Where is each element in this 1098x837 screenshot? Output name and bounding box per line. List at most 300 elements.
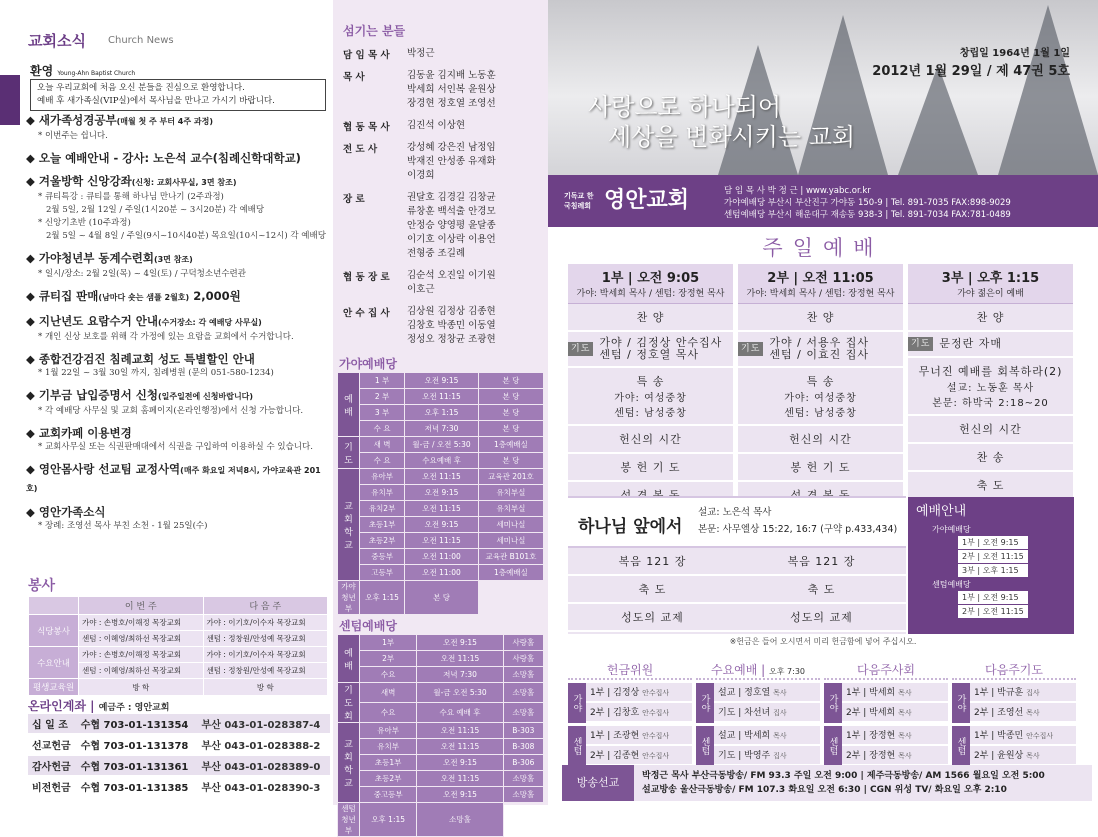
duty-name: 1부 | 박규훈: [974, 688, 1024, 698]
duty-title: [952, 661, 1076, 680]
staff-row: [343, 191, 542, 261]
centum-row: [338, 739, 544, 755]
centum-row: [338, 635, 544, 651]
duty-entry: [714, 746, 820, 766]
prayer-badge: 기도: [908, 337, 933, 351]
duty-sub: 오후 7:30: [769, 667, 805, 676]
prayer-badge: 기도: [738, 342, 763, 356]
gaya-row: [338, 549, 544, 565]
gaya-cell: 오전 9:15: [405, 373, 479, 389]
duty-title: [568, 661, 692, 680]
staff-names: [407, 69, 496, 111]
centum-cell: 사랑홀: [503, 635, 543, 651]
service-cell: 가야 : 이기호/이수자 목장교회: [203, 647, 328, 663]
gaya-cell: 본 당: [478, 405, 543, 421]
service-head: [908, 264, 1073, 304]
special-detail: 센텀: 남성중창: [784, 408, 857, 419]
duty-group-label: 센텀: [568, 726, 586, 766]
service-cell: 가야 : 손병호/이해정 목장교회: [79, 647, 204, 663]
duty-group-label: 가야: [696, 683, 714, 723]
news-item-heading: [26, 504, 328, 520]
news-item-heading: [26, 425, 328, 441]
news-item: [26, 313, 328, 344]
staff-row: [343, 69, 542, 111]
duty-role: 안수집사: [642, 752, 670, 760]
centum-cell: 오전 11:15: [417, 739, 503, 755]
welcome-section: [30, 62, 326, 111]
gaya-cell: 1층예배실: [478, 437, 543, 453]
welcome-box: 오늘 우리교회에 처음 오신 분들을 진심으로 환영합니다. 예배 후 새가족실(VIP실)에서 목사님을 만나고 가시기 바랍니다.: [30, 79, 326, 111]
centum-cell: 소망홀: [503, 703, 543, 723]
news-item-title: ◆ 새가족성경공부: [26, 113, 117, 127]
gaya-cell: 2 부: [360, 389, 405, 405]
duty-group: [568, 726, 692, 766]
account-row: [28, 776, 330, 797]
sermon-preacher: 설교: 노은석 목사: [698, 507, 772, 518]
news-item-title: ◆ 영안가족소식: [26, 505, 106, 519]
centum-cell: 새벽: [360, 683, 417, 703]
news-item: [26, 288, 328, 306]
duty-role: 목사: [773, 689, 787, 697]
service-row: 찬 양: [908, 304, 1073, 332]
staff-names: [407, 47, 435, 61]
gaya-row: [338, 533, 544, 549]
staff-name-line: 권달호 김경길 김창균: [407, 192, 496, 203]
account-cell: 십 일 조: [28, 714, 77, 734]
news-item-note: (매주 화요일 저녁8시, 가야교육관 201호): [26, 466, 321, 493]
staff-column: [333, 0, 548, 835]
welcome-title: 환영 Young-Ahn Baptist Church: [30, 64, 136, 78]
staff-names: [407, 191, 496, 261]
gaya-cell: 1 부: [360, 373, 405, 389]
gaya-row: [338, 565, 544, 581]
centum-cell: 초등2부: [360, 771, 417, 787]
gaya-row: [338, 437, 544, 453]
special-row: [568, 368, 733, 426]
duty-group: [952, 683, 1076, 723]
duty-role: 목사: [898, 752, 912, 760]
gaya-cell: 고등부: [360, 565, 405, 581]
staff-role: 목 사: [343, 72, 365, 83]
duty-entry: [842, 726, 948, 746]
side-ribbon: [0, 75, 20, 125]
service-cell: 방 학: [79, 679, 204, 696]
offering-note: ※헌금은 들어 오시면서 미리 헌금함에 넣어 주십시오.: [729, 637, 917, 646]
centum-cell: 오전 9:15: [417, 755, 503, 771]
duty-role: 집사: [1026, 689, 1040, 697]
news-item-title: ◆ 영안몸사랑 선교팀 교정사역: [26, 462, 181, 476]
service-name: 3부 | 오후 1:15: [941, 271, 1040, 286]
account-cell: 부산 043-01-028389-0: [198, 755, 330, 776]
duty-role: 목사: [898, 732, 912, 740]
news-item: [26, 461, 328, 497]
duty-name: 2부 | 김창호: [590, 708, 640, 718]
service-3: [908, 264, 1073, 536]
news-column: [0, 0, 333, 805]
prayer-name: 가야 / 김정상 안수집사: [599, 336, 723, 349]
news-item-note: (매월 첫 주 부터 4주 과정): [116, 117, 213, 126]
gaya-cell: 세미나실: [478, 517, 543, 533]
service-lead: 가야: 박세희 목사 / 센텀: 장정현 목사: [746, 289, 895, 299]
centum-cell: 소망홀: [503, 683, 543, 703]
service-head: 다 음 주: [203, 597, 328, 615]
centum-cell: 2부: [360, 651, 417, 667]
special-detail: 본문: 하박국 2:18~20: [932, 398, 1049, 409]
centum-cell: 수요 예배 후: [417, 703, 503, 723]
online-account-section: [28, 697, 330, 798]
news-item-detail: * 개인 신상 보호를 위해 각 가정에 있는 요람을 교회에서 수거합니다.: [38, 332, 294, 342]
service-title: 봉사: [28, 578, 56, 594]
news-item-detail: * 신앙기초반 (10주과정): [38, 218, 131, 228]
service-head: [568, 264, 733, 304]
duty-entry: [714, 726, 820, 746]
news-item-title: ◆ 가야청년부 동계수련회: [26, 251, 154, 265]
duty-group-label: 가야: [568, 683, 586, 723]
gaya-title: 가야예배당: [339, 357, 397, 371]
news-item-detail: * 교회사무실 또는 식권판매대에서 식권을 구입하여 이용하실 수 있습니다.: [38, 442, 313, 452]
gaya-cell: 본 당: [478, 373, 543, 389]
duty-group-label: 센텀: [696, 726, 714, 766]
news-item-note: (일주일전에 신청바랍니다): [157, 392, 254, 401]
news-item-heading: [26, 250, 328, 268]
duty-role: 목사: [898, 689, 912, 697]
church-contact: 담 임 목 사 박 정 근 | www.yabc.or.kr 가야예배당 부산시 부산진구 가야동 150-9 | Tel. 891-7035 FAX:898-9029 센텀예배당 부산시 해운대구 재송동 938-3 | Tel. 891-7034 FAX:781-0489: [724, 186, 1011, 220]
duty-group: [824, 726, 948, 766]
gaya-cell: 오전 9:15: [405, 485, 479, 501]
staff-name-line: 이경희: [407, 170, 435, 181]
gaya-cell: 초등1부: [360, 517, 405, 533]
account-row: [28, 714, 330, 734]
centum-row: [338, 787, 544, 803]
gaya-cell: 유치부실: [478, 485, 543, 501]
staff-names: [407, 141, 496, 183]
centum-cell: 센텀청년부: [338, 803, 360, 837]
staff-role: 안 수 집 사: [343, 308, 390, 319]
gaya-cell: 수 요: [360, 421, 405, 437]
gaya-cell: 가야청년부: [338, 581, 360, 615]
centum-cell: 예배: [338, 635, 360, 683]
centum-row: [338, 803, 544, 837]
news-item-tail: 2,000원: [189, 289, 241, 303]
gaya-row: [338, 373, 544, 389]
news-item-note: (남마다 숏는 샘플 2월호): [98, 293, 190, 302]
gaya-cell: 본 당: [478, 389, 543, 405]
news-item-note: (신청: 교회사무실, 3면 참조): [131, 178, 237, 187]
news-item-detail: * 이번주는 쉽니다.: [38, 131, 108, 141]
centum-cell: 중고등부: [360, 787, 417, 803]
duty-block: [952, 661, 1076, 769]
prayer-name: 가야 / 서용우 집사: [769, 336, 869, 349]
centum-cell: 오전 11:15: [417, 723, 503, 739]
prayer-row: [568, 332, 733, 368]
service-cell: 가야 : 손병호/이해정 목장교회: [79, 615, 204, 631]
staff-names: [407, 269, 496, 297]
church-logo: 기독교 한국침례회 영안교회: [564, 188, 690, 213]
news-item-heading: [26, 112, 328, 130]
centum-cell: 소망홀: [503, 667, 543, 683]
worship-guide: 예배안내 가야예배당 1부 | 오전 9:15 2부 | 오전 11:15 3부 | 오후 1:15 센텀예배당 1부 | 오전 9:15 2부 | 오전 11:15: [908, 497, 1074, 634]
duty-entry: [842, 746, 948, 766]
service-section: [28, 575, 328, 696]
news-item-title: ◆ 지난년도 요람수거 안내: [26, 314, 158, 328]
prayer-row: [908, 332, 1073, 358]
gaya-cell: 세미나실: [478, 533, 543, 549]
duty-group-label: 센텀: [952, 726, 970, 766]
account-cell: 부산 043-01-028387-4: [198, 714, 330, 734]
gaya-table: [337, 372, 544, 615]
gaya-cell: 유아부: [360, 469, 405, 485]
gaya-cell: 오전 11:15: [405, 501, 479, 517]
sermon-title: 하나님 앞에서: [578, 517, 683, 537]
duty-entry: [970, 703, 1076, 723]
service-name: 2부 | 오전 11:05: [767, 271, 874, 286]
staff-role: 협 동 장 로: [343, 272, 390, 283]
duty-role: 집사: [773, 709, 787, 717]
service-row: 찬 송: [908, 444, 1073, 472]
news-item-heading: [26, 150, 328, 166]
duty-name: 2부 | 윤원상: [974, 751, 1024, 761]
staff-name-line: 김동윤 김지배 노동훈: [407, 70, 496, 81]
prayer-name: 센텀 / 정호열 목사: [599, 348, 699, 361]
service-head: 이 번 주: [79, 597, 204, 615]
staff-name-line: 이기호 이상락 이용언: [407, 234, 496, 245]
staff-name-line: 강성혜 강은진 남정임: [407, 142, 496, 153]
staff-row: [343, 47, 542, 61]
duty-name: 설교 | 박세희: [718, 731, 771, 741]
gaya-cell: 오전 11:00: [405, 549, 479, 565]
sermon-text: 본문: 사무엘상 15:22, 16:7 (구약 p.433,434): [698, 524, 898, 535]
gaya-cell: 본 당: [405, 581, 479, 615]
duty-role: 집사: [773, 752, 787, 760]
news-item-detail: * 장례: 조영선 목사 부친 소천 - 1월 25일(수): [38, 521, 208, 531]
account-cell: 수협 703-01-131385: [77, 776, 198, 797]
staff-role: 장 로: [343, 194, 365, 205]
account-cell: 감사헌금: [28, 755, 77, 776]
staff-name-line: 류창훈 백석출 안경모: [407, 206, 496, 217]
gaya-cell: 본 당: [478, 453, 543, 469]
staff-row: [343, 141, 542, 183]
service-cell: 센텀 : 정창원/안성예 목장교회: [203, 663, 328, 679]
centum-cell: 사랑홀: [503, 651, 543, 667]
duty-name: 2부 | 김종현: [590, 751, 640, 761]
issue-date: 2012년 1월 29일 / 제 47권 5호: [872, 64, 1070, 79]
account-cell: 비전헌금: [28, 776, 77, 797]
staff-name-line: 전형중 조길례: [407, 248, 466, 259]
centum-cell: 초등1부: [360, 755, 417, 771]
service-cell: 센텀 : 이혜영/최하선 목장교회: [79, 663, 204, 679]
duty-name: 1부 | 박종민: [974, 731, 1024, 741]
gaya-cell: 교육관 B101호: [478, 549, 543, 565]
staff-name-line: 안정승 양영평 윤달종: [407, 220, 496, 231]
duty-group-label: 센텀: [824, 726, 842, 766]
gaya-cell: 수요예배 후: [405, 453, 479, 469]
worship-column: [548, 0, 1098, 805]
news-item: [26, 112, 328, 143]
news-item-detail: * 각 예배당 사무실 및 교회 홈페이지(온라인행정)에서 신청 가능합니다.: [38, 406, 304, 416]
gaya-cell: 오전 11:00: [405, 565, 479, 581]
duty-role: 안수집사: [642, 689, 670, 697]
broadcast-title: 방송선교: [562, 765, 634, 801]
account-row: [28, 734, 330, 755]
news-subtitle: Church News: [108, 35, 174, 46]
service-row: 헌신의 시간: [908, 416, 1073, 444]
gaya-cell: 오전 11:15: [405, 533, 479, 549]
staff-row: [343, 305, 542, 347]
duty-name: 2부 | 장정현: [846, 751, 896, 761]
duty-role: 목사: [1026, 752, 1040, 760]
news-item: [26, 504, 328, 533]
news-item-detail: 2월 5일, 2월 12일 / 주일(1시20분 ~ 3시20분) 각 예배당: [46, 205, 265, 215]
centum-row: [338, 723, 544, 739]
duty-entry: [970, 726, 1076, 746]
service-row-label: 평생교육원: [29, 679, 79, 696]
gaya-cell: 오전 11:15: [405, 389, 479, 405]
centum-row: [338, 703, 544, 723]
centum-cell: 유치부: [360, 739, 417, 755]
duty-title-text: 다음주기도: [985, 663, 1043, 677]
staff-role: 전 도 사: [343, 144, 378, 155]
special-row: [908, 358, 1073, 416]
gaya-cell: 저녁 7:30: [405, 421, 479, 437]
news-items: [26, 112, 328, 540]
gaya-cell: 교회학교: [338, 469, 360, 581]
service-head: [738, 264, 903, 304]
duty-block: [696, 661, 820, 769]
centum-row: [338, 667, 544, 683]
gaya-cell: 중등부: [360, 549, 405, 565]
special-title: 특 송: [806, 375, 835, 388]
centum-cell: 수요: [360, 703, 417, 723]
duty-entry: [842, 683, 948, 703]
duty-entry: [714, 683, 820, 703]
news-item-heading: [26, 351, 328, 367]
duty-role: 목사: [898, 709, 912, 717]
worship-title: 주일예배: [762, 236, 884, 260]
news-item: [26, 425, 328, 454]
duty-entry: [714, 703, 820, 723]
service-lower-rows: 복음 121 장 복음 121 장 축 도 축 도 성도의 교제 성도의 교제: [568, 548, 906, 634]
duty-role: 목사: [773, 732, 787, 740]
duty-group-label: 가야: [824, 683, 842, 723]
account-cell: 수협 703-01-131361: [77, 755, 198, 776]
news-item-title: ◆ 오늘 예배안내 - 강사: 노은석 교수(침례신학대학교): [26, 151, 301, 165]
duty-name: 2부 | 박세희: [846, 708, 896, 718]
staff-name-line: 김진석 이상현: [407, 120, 466, 131]
duty-name: 1부 | 박세희: [846, 688, 896, 698]
duty-name: 기도 | 박영주: [718, 751, 771, 761]
service-row: 봉 헌 기 도: [738, 454, 903, 482]
slogan: 사랑으로 하나되어 세상을 변화시키는 교회: [588, 93, 856, 151]
duty-block: [568, 661, 692, 769]
service-table: [28, 596, 328, 696]
news-item-note: (3면 참조): [153, 255, 193, 264]
special-title: 무너진 예배를 회복하라(2): [918, 365, 1063, 378]
gaya-cell: 오전 9:15: [405, 517, 479, 533]
duty-name: 1부 | 장정현: [846, 731, 896, 741]
gaya-cell: 유치2부: [360, 501, 405, 517]
news-item-heading: [26, 288, 328, 306]
news-item: [26, 387, 328, 418]
gaya-row: [338, 405, 544, 421]
duty-entry: [970, 746, 1076, 766]
service-cell: 방 학: [203, 679, 328, 696]
centum-cell: 교회학교: [338, 723, 360, 803]
staff-list: [333, 39, 548, 347]
news-item-title: ◆ 겨울방학 신앙강좌: [26, 174, 132, 188]
gaya-row: [338, 501, 544, 517]
centum-cell: 저녁 7:30: [417, 667, 503, 683]
gaya-cell: 기도: [338, 437, 360, 469]
broadcast-section: 방송선교 박정근 목사 부산극동방송/ FM 93.3 주일 오전 9:00 | 제주극동방송/ AM 1566 월요일 오전 5:00 설교방송 울산극동방송/ FM 107.3 화요일 오전 6:30 | CGN 위성 TV/ 화요일 오후 2:10: [562, 765, 1092, 801]
gaya-cell: 오전 11:15: [405, 469, 479, 485]
duty-entry: [586, 683, 692, 703]
news-item-heading: [26, 461, 328, 497]
staff-row: [343, 269, 542, 297]
service-cell: 센텀 : 정창원/안성예 목장교회: [203, 631, 328, 647]
account-row: [28, 755, 330, 776]
staff-name-line: 김상원 김정상 김종현: [407, 306, 496, 317]
staff-name-line: 박정근: [407, 48, 435, 59]
staff-name-line: 박재진 안성종 유재화: [407, 156, 496, 167]
duty-name: 1부 | 조광현: [590, 731, 640, 741]
centum-cell: 1부: [360, 635, 417, 651]
prayer-name: 센텀 / 이효진 집사: [769, 348, 869, 361]
news-item-detail: * 큐티특강 : 큐티를 통해 하나님 만나기 (2주과정): [38, 192, 224, 202]
service-row: 헌신의 시간: [738, 426, 903, 454]
news-item-detail: * 일시/장소: 2월 2일(목) ~ 4일(토) / 구덕청소년수련관: [38, 269, 246, 279]
staff-name-line: 박세희 서인복 윤원상: [407, 84, 496, 95]
hero-banner: [548, 0, 1098, 175]
centum-cell: 오전 11:15: [417, 651, 503, 667]
servants-title: 섬기는 분들: [343, 24, 406, 38]
duty-title: [824, 661, 948, 680]
staff-row: [343, 119, 542, 133]
duty-title: 수요예배 | 오후 7:30: [696, 661, 820, 680]
service-cell: 가야 : 이기호/이수자 목장교회: [203, 615, 328, 631]
centum-cell: 유아부: [360, 723, 417, 739]
news-item-title: ◆ 기부금 납입증명서 신청: [26, 388, 158, 402]
duty-name: 기도 | 차선녀: [718, 708, 771, 718]
centum-cell: 기도회: [338, 683, 360, 723]
duty-block: [824, 661, 948, 769]
centum-row: [338, 683, 544, 703]
gaya-cell: 본 당: [478, 421, 543, 437]
service-name: 1부 | 오전 9:05: [601, 271, 700, 286]
news-item-heading: [26, 387, 328, 405]
service-row-label: 식당봉사: [29, 615, 79, 647]
news-item-title: ◆ 큐티집 판매: [26, 289, 99, 303]
prayer-badge: 기도: [568, 342, 593, 356]
gaya-cell: 초등2부: [360, 533, 405, 549]
gaya-cell: 3 부: [360, 405, 405, 421]
duty-entry: [842, 703, 948, 723]
service-row: 축 도: [908, 472, 1073, 500]
prayer-name: 문정란 자매: [939, 337, 1003, 350]
duty-group: [824, 683, 948, 723]
gaya-cell: 새 벽: [360, 437, 405, 453]
online-title: 온라인계좌 | 예금주 : 영안교회: [28, 699, 170, 713]
duty-title-text: 헌금위원: [606, 663, 654, 677]
special-detail: 설교: 노동훈 목사: [946, 383, 1035, 394]
gaya-row: [338, 421, 544, 437]
duty-group-label: 가야: [952, 683, 970, 723]
gaya-cell: 교육관 201호: [478, 469, 543, 485]
news-item-title: ◆ 종합건강검진 침례교회 성도 특별할인 안내: [26, 352, 255, 366]
service-row: 찬 양: [738, 304, 903, 332]
gaya-cell: 수 요: [360, 453, 405, 469]
duty-entry: [586, 703, 692, 723]
gaya-cell: 오후 1:15: [360, 581, 405, 615]
